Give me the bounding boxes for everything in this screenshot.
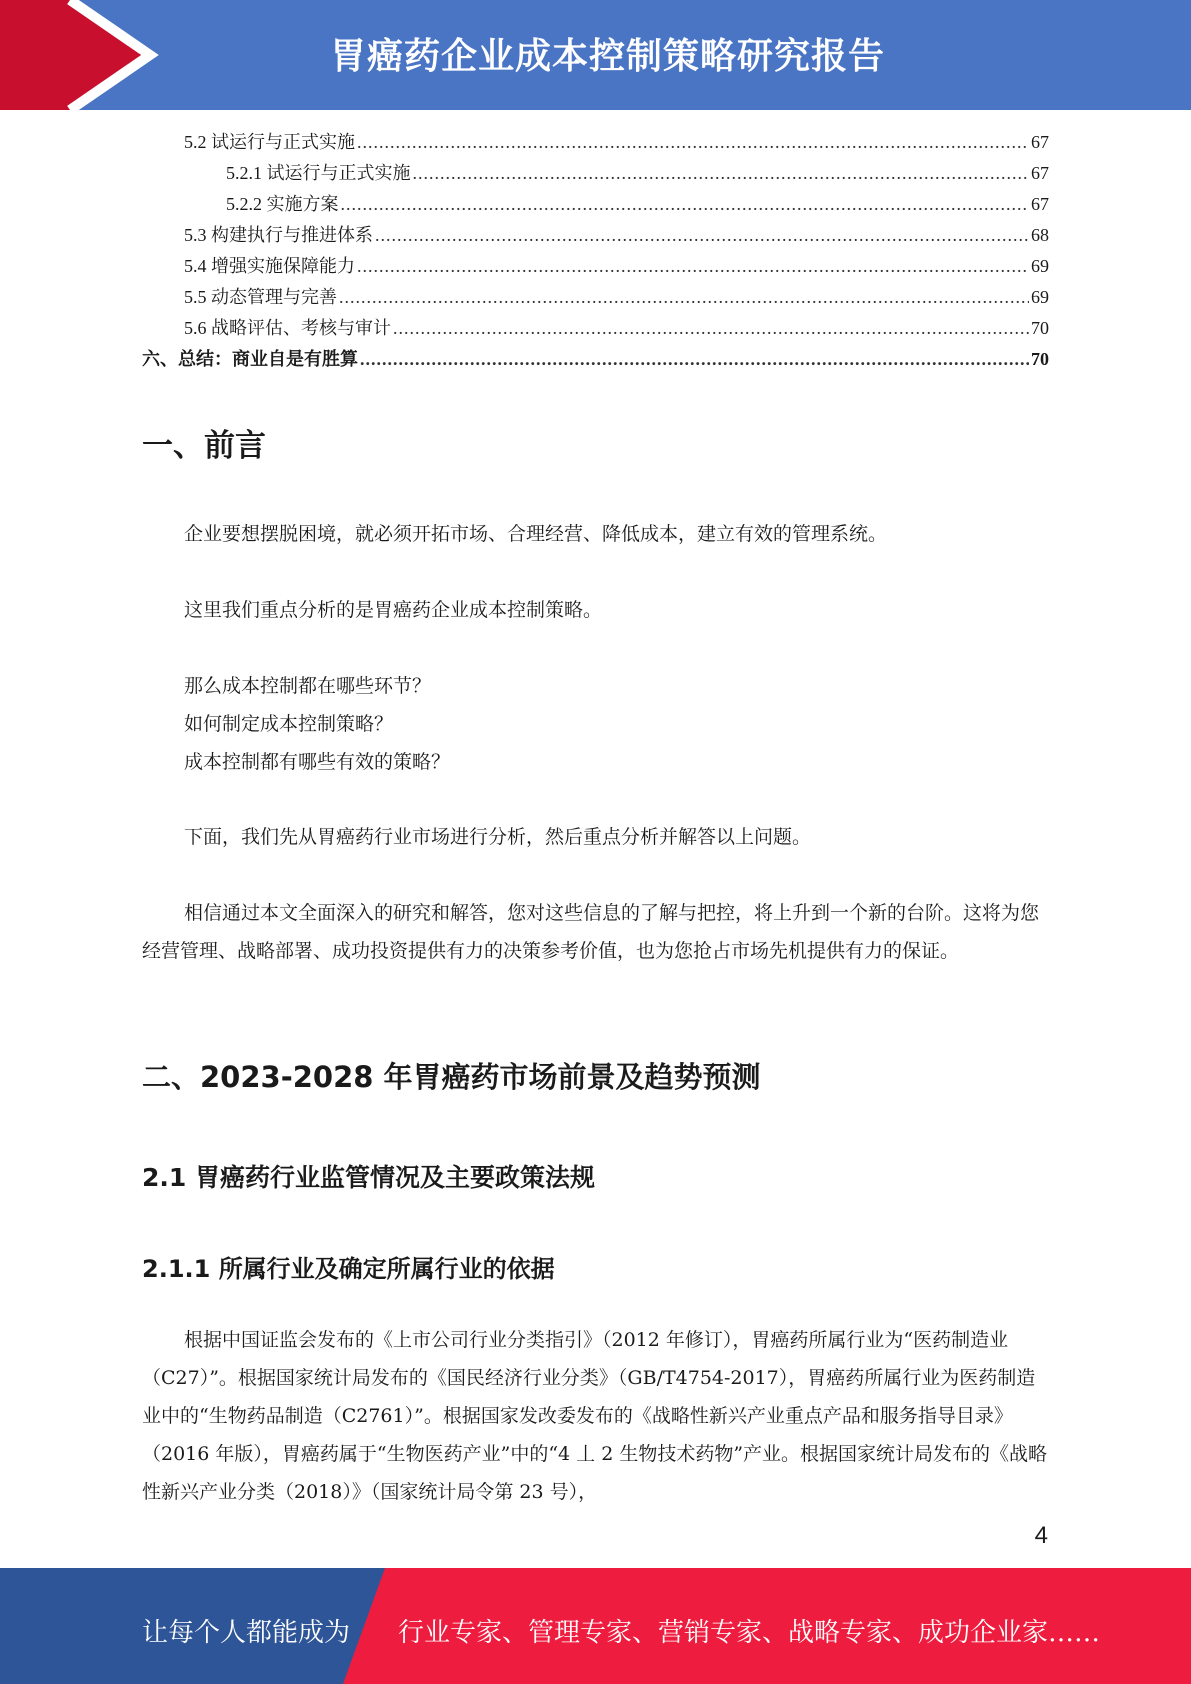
body-paragraph: 下面，我们先从胃癌药行业市场进行分析，然后重点分析并解答以上问题。 bbox=[184, 826, 812, 848]
heading-market-outlook: 二、2023-2028 年胃癌药市场前景及趋势预测 bbox=[142, 1060, 761, 1094]
toc-entry-page: 70 bbox=[1031, 318, 1049, 338]
toc-entry[interactable] bbox=[142, 252, 1049, 283]
heading-section-2-1-1: 2.1.1 所属行业及确定所属行业的依据 bbox=[142, 1255, 555, 1283]
toc-dot-leader bbox=[375, 225, 1029, 246]
toc-entry-page: 69 bbox=[1031, 256, 1049, 276]
toc-entry[interactable] bbox=[142, 345, 1049, 376]
heading-section-2-1: 2.1 胃癌药行业监管情况及主要政策法规 bbox=[142, 1163, 595, 1192]
question-line: 成本控制都有哪些有效的策略？ bbox=[184, 751, 451, 773]
report-title: 胃癌药企业成本控制策略研究报告 bbox=[329, 36, 885, 77]
body-paragraph: 根据中国证监会发布的《上市公司行业分类指引》（2012 年修订），胃癌药所属行业为“医药制造业（C27）”。根据国家统计局发布的《国民经济行业分类》（GB/T4754-2017），胃癌药所属行业为医药制造业中的“生物药品制造（C2761）”。根据国家发改委发布的《战略性新兴产业重点产品和服务指导目录》（2016 年版），胃癌药属于“生物医药产业”中的“4 丄 2 生物技术药物”产业。根据国家统计局发布的《战略性新兴产业分类（2018）》（国家统计局令第 23 号）， bbox=[142, 1329, 1048, 1503]
footer-slogan-left: 让每个人都能成为 bbox=[142, 1618, 351, 1648]
body-paragraph: 相信通过本文全面深入的研究和解答，您对这些信息的了解与把控，将上升到一个新的台阶。这将为您经营管理、战略部署、成功投资提供有力的决策参考价值，也为您抢占市场先机提供有力的保证。 bbox=[142, 902, 1040, 962]
toc-entry-page: 69 bbox=[1031, 287, 1049, 307]
question-line: 那么成本控制都在哪些环节？ bbox=[184, 675, 432, 697]
toc-entry-page: 67 bbox=[1031, 132, 1049, 152]
page-footer-banner bbox=[0, 1568, 1191, 1684]
footer-slogan-right: 行业专家、管理专家、营销专家、战略专家、成功企业家…… bbox=[398, 1618, 1101, 1648]
toc-entry-label: 5.5 动态管理与完善 bbox=[184, 287, 337, 307]
toc-dot-leader bbox=[357, 256, 1029, 277]
toc-entry-label: 5.2.1 试运行与正式实施 bbox=[226, 163, 411, 183]
body-paragraph: 这里我们重点分析的是胃癌药企业成本控制策略。 bbox=[184, 599, 603, 621]
toc-entry[interactable] bbox=[142, 190, 1049, 221]
toc-entry-page: 67 bbox=[1031, 194, 1049, 214]
toc-entry-page: 70 bbox=[1031, 349, 1049, 369]
toc-entry[interactable] bbox=[142, 314, 1049, 345]
table-of-contents bbox=[142, 128, 1049, 376]
toc-entry[interactable] bbox=[142, 283, 1049, 314]
toc-entry[interactable] bbox=[142, 221, 1049, 252]
toc-entry[interactable] bbox=[142, 159, 1049, 190]
toc-dot-leader bbox=[413, 163, 1030, 184]
toc-dot-leader bbox=[341, 194, 1030, 215]
body-paragraph: 企业要想摆脱困境，就必须开拓市场、合理经营、降低成本，建立有效的管理系统。 bbox=[184, 523, 888, 545]
toc-entry-label: 5.2.2 实施方案 bbox=[226, 194, 339, 214]
toc-entry-label: 5.4 增强实施保障能力 bbox=[184, 256, 355, 276]
toc-dot-leader bbox=[393, 318, 1029, 339]
toc-entry-label: 六、总结：商业自是有胜算 bbox=[142, 349, 358, 369]
toc-entry-page: 67 bbox=[1031, 163, 1049, 183]
toc-dot-leader bbox=[357, 132, 1029, 153]
toc-entry-label: 5.6 战略评估、考核与审计 bbox=[184, 318, 391, 338]
toc-entry-label: 5.3 构建执行与推进体系 bbox=[184, 225, 373, 245]
toc-dot-leader bbox=[360, 349, 1029, 370]
toc-entry[interactable] bbox=[142, 128, 1049, 159]
heading-preface: 一、前言 bbox=[142, 428, 266, 464]
page-number: 4 bbox=[1034, 1522, 1048, 1549]
page-header-banner bbox=[0, 0, 1191, 110]
toc-entry-label: 5.2 试运行与正式实施 bbox=[184, 132, 355, 152]
toc-entry-page: 68 bbox=[1031, 225, 1049, 245]
question-line: 如何制定成本控制策略？ bbox=[184, 713, 394, 735]
toc-dot-leader bbox=[339, 287, 1029, 308]
